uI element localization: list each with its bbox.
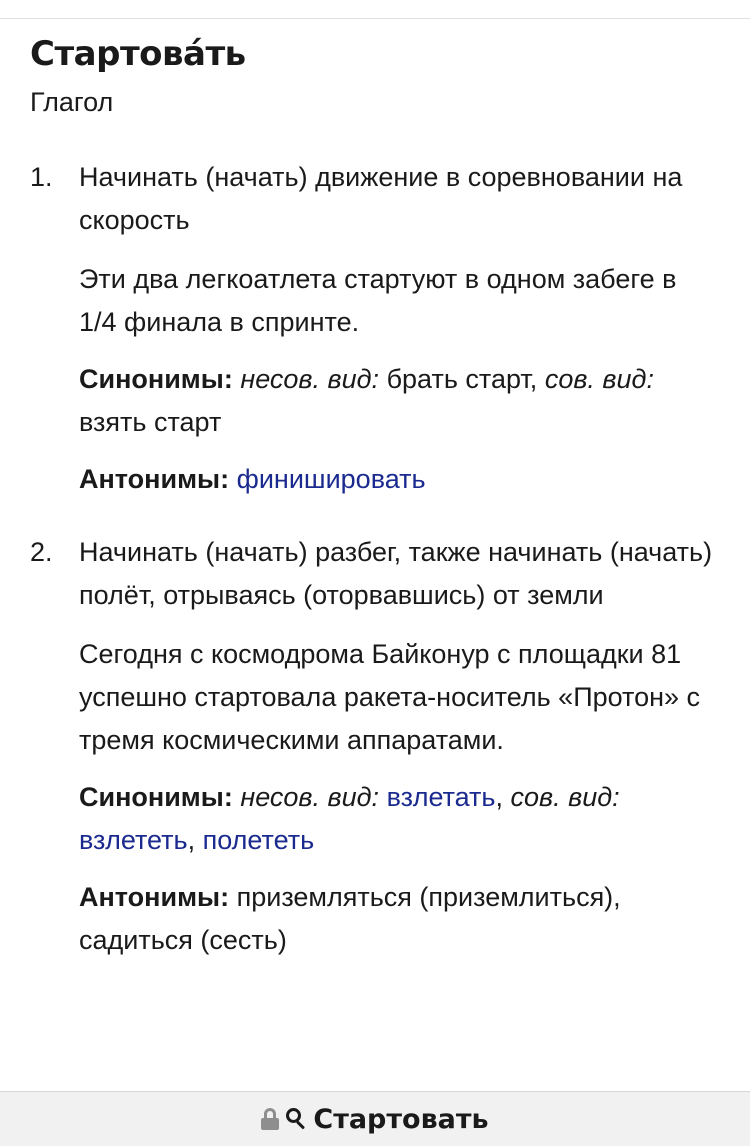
antonyms-row: [79, 458, 720, 501]
synonym-link[interactable]: взлетать: [386, 782, 496, 812]
antonyms-label: Антонимы:: [79, 464, 230, 494]
sense-example: Эти два легкоатлета стартуют в одном забеге в 1/4 финала в спринте.: [79, 264, 677, 337]
synonyms-row: Синонимы: несов. вид: взлетать, сов. вид: взлететь, полететь: [79, 782, 620, 855]
aspect-perfective: сов. вид:: [544, 364, 654, 394]
antonym-text: приземляться (приземлиться), садиться (сесть): [79, 882, 621, 955]
address-bar[interactable]: [0, 1091, 750, 1146]
sense-example: Сегодня с космодрома Байконур с площадки 81 успешно стартовала ракета-носитель «Протон» с тремя космическими аппаратами.: [79, 639, 701, 755]
sense-list: [30, 156, 720, 962]
antonyms-label: Антонимы:: [79, 882, 230, 912]
synonym-link[interactable]: взлететь: [79, 825, 188, 855]
sense-1: [30, 156, 720, 501]
sense-number: 2.: [30, 537, 53, 567]
part-of-speech: Глагол: [30, 87, 114, 117]
lock-icon: [261, 1108, 279, 1130]
aspect-imperfective: несов. вид:: [240, 364, 380, 394]
sense-2: [30, 531, 720, 962]
aspect-perfective: сов. вид:: [510, 782, 620, 812]
address-query[interactable]: Стартовать: [313, 1103, 489, 1135]
synonym-text: взять старт: [79, 407, 222, 437]
synonyms-label: Синонимы:: [79, 782, 233, 812]
search-icon: [286, 1108, 308, 1130]
aspect-imperfective: несов. вид:: [240, 782, 380, 812]
synonyms-label: Синонимы:: [79, 364, 233, 394]
antonyms-row: [79, 876, 720, 962]
antonym-link[interactable]: финишировать: [236, 464, 426, 494]
synonyms-row: Синонимы: несов. вид: брать старт, сов. вид: взять старт: [79, 364, 654, 437]
sense-number: 1.: [30, 162, 53, 192]
headword: Стартова́ть: [30, 34, 246, 74]
sense-definition: Начинать (начать) разбег, также начинать (начать) полёт, отрываясь (оторвавшись) от земли: [79, 537, 713, 610]
sense-definition: Начинать (начать) движение в соревновании на скорость: [79, 162, 683, 235]
dictionary-card: [30, 30, 720, 992]
synonym-text: брать старт: [386, 364, 530, 394]
top-divider: [0, 18, 750, 19]
synonym-link[interactable]: полететь: [202, 825, 315, 855]
